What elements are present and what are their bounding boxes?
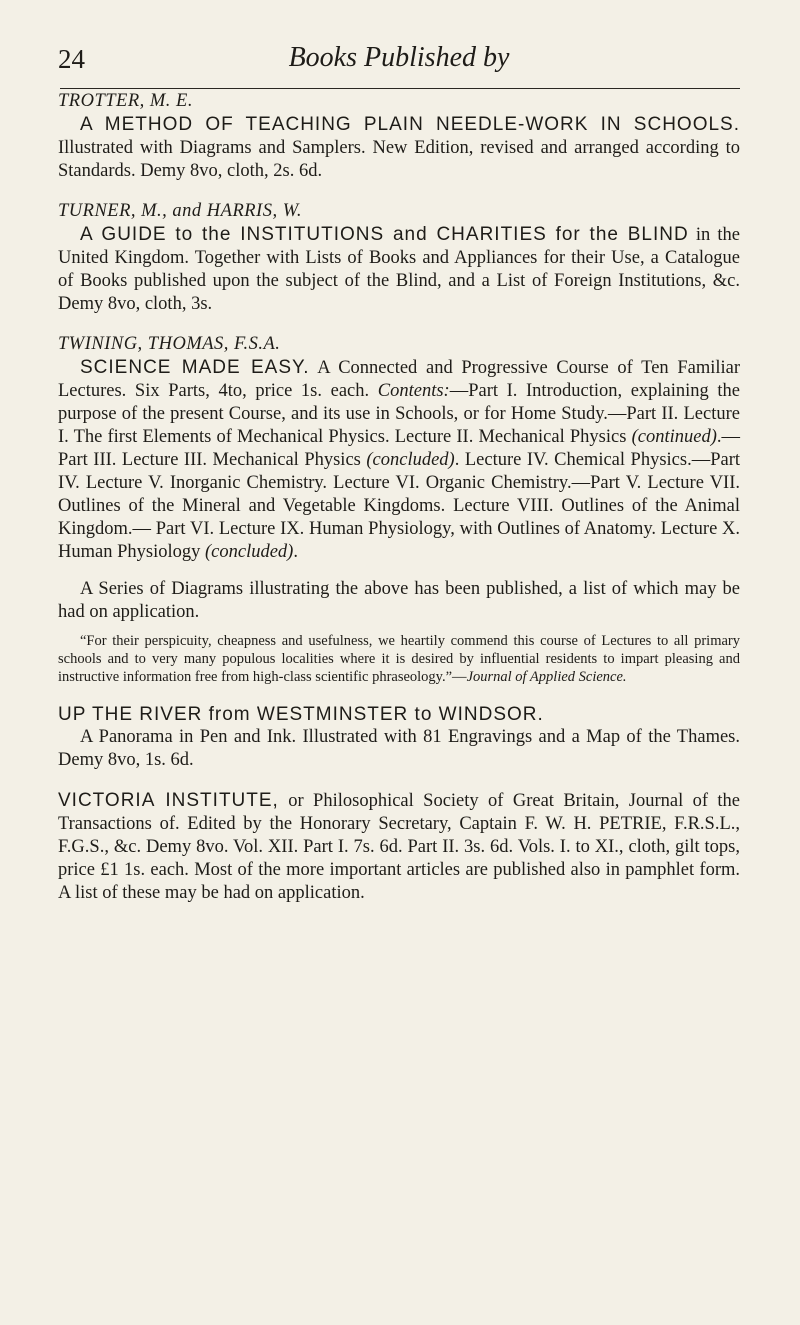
book-description: Illustrated with Diagrams and Samplers. New Edition, revised and arranged according to Standards. Demy 8vo, cloth, 2s. 6d. [58,138,740,181]
book-title: VICTORIA INSTITUTE, [58,790,279,811]
book-description: A Connected and Progressive Course of Ten Familiar Lectures. Six Parts, 4to, price 1s. each. [58,358,741,401]
contents-text: —Part I. Introduction, explaining the purpose of the present Course, and its use in Schools, or for Home Study.—Part II. Lecture I. The first Elements of Mechanical Physics. Lecture II. Mechanical Physics [58,381,741,447]
concluded-note: (concluded) [366,450,455,470]
continued-note: (continued) [631,427,717,447]
author-name: TROTTER, M. E. [58,91,193,111]
entry-twining [58,333,740,686]
book-title: UP THE RIVER from WESTMINSTER to WINDSOR. [58,704,544,725]
contents-text: . Lecture IV. Chemical Physics.—Part IV. Lecture V. Inorganic Chemistry. Lecture VI. Organic Chemistry.—Part V. Lecture VII. Outlines of the Mineral and Vegetable Kingdoms. Lecture VIII. Outlines of the Animal Kingdom.— Part VI. Lecture IX. Human Physiology, with Outlines of Anatomy. Lecture X. Human Physiology [58,450,740,562]
entry-text [58,113,740,183]
entry-text [58,223,740,316]
author-name: TWINING, THOMAS, F.S.A. [58,334,281,354]
entry-text [58,789,740,905]
entry-up-the-river [58,703,740,772]
book-title: A GUIDE to the INSTITUTIONS and CHARITIES for the BLIND [80,224,689,245]
review-quote [58,632,740,686]
contents-text: .— Part III. Lecture III. Mechanical Physics [58,427,740,470]
running-title: Books Published by [288,42,510,73]
concluded-note: (concluded) [204,542,294,562]
catalogue-listing [58,90,740,922]
page-number: 24 [58,44,85,74]
book-title: SCIENCE MADE EASY. [80,357,310,378]
book-title: A METHOD OF TEACHING PLAIN NEEDLE-WORK IN SCHOOLS. [80,114,740,135]
book-description: in the United Kingdom. Together with Lists of Books and Appliances for their Use, a Catalogue of Books published upon the subject of the Blind, and a List of Foreign Institutions, &c. Demy 8vo, cloth, 3s. [58,225,740,314]
page-header [58,40,740,84]
review-source: Journal of Applied Science. [466,669,627,685]
author-name: TURNER, M., and HARRIS, W. [58,201,303,221]
entry-text [58,356,740,564]
contents-label: Contents: [377,381,450,401]
book-description: A Panorama in Pen and Ink. Illustrated with 81 Engravings and a Map of the Thames. Demy 8vo, 1s. 6d. [58,727,740,770]
header-rule [60,88,740,89]
entry-victoria-institute [58,789,740,905]
review-text: “For their perspicuity, cheapness and usefulness, we heartily commend this course of Lectures to all primary schools and to very many populous localities where it is desired by influential residents to impart pleasing and instructive information free from high-class scientific phraseology.”— [58,633,740,685]
series-note: A Series of Diagrams illustrating the above has been published, a list of which may be had on application. [58,579,740,622]
book-description: or Philosophical Society of Great Britain, Journal of the Transactions of. Edited by the Honorary Secretary, Captain F. W. H. PETRIE, F.R.S.L., F.G.S., &c. Demy 8vo. Vol. XII. Part I. 7s. 6d. Part II. 3s. 6d. Vols. I. to XI., cloth, gilt tops, price £1 1s. each. Most of the more important articles are published also in pamphlet form. A list of these may be had on application. [58,791,741,903]
contents-end: . [293,542,298,562]
entry-trotter [58,90,740,183]
entry-turner-harris [58,200,740,316]
